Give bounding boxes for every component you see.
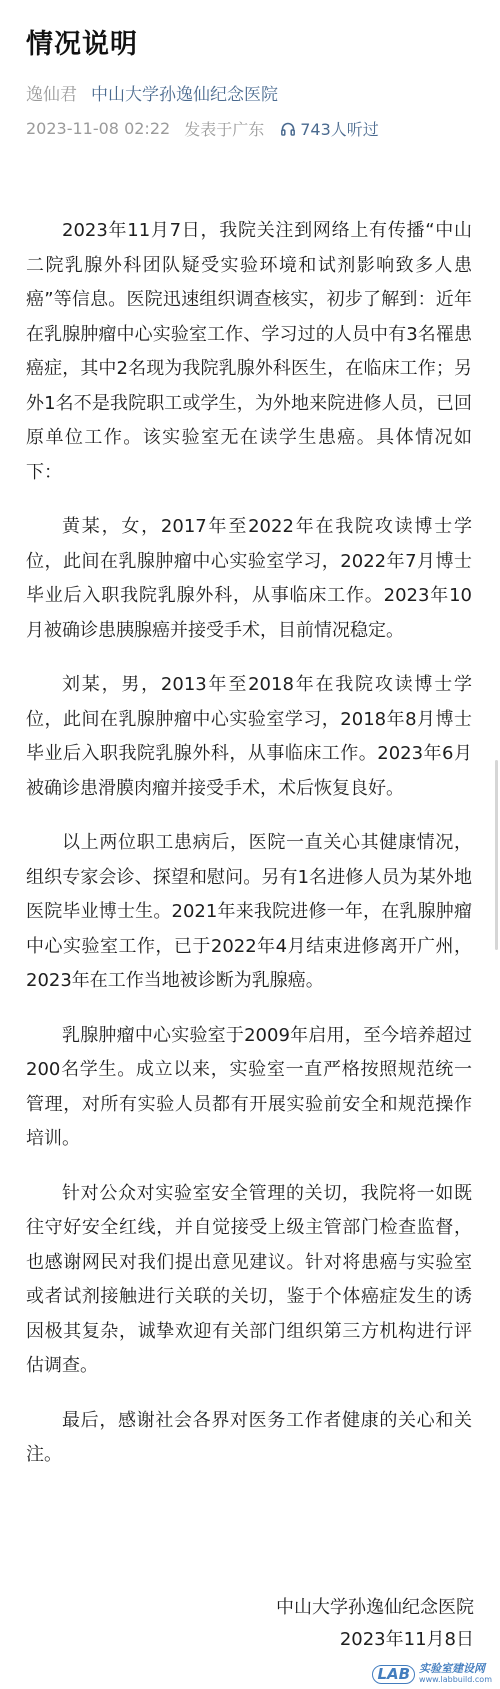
signature-organization: 中山大学孙逸仙纪念医院 [276, 1597, 474, 1618]
publish-datetime: 2023-11-08 02:22 [26, 119, 171, 138]
paragraph: 黄某，女，2017年至2022年在我院攻读博士学位，此间在乳腺肿瘤中心实验室学习，2022年7月博士毕业后入职我院乳腺外科，从事临床工作。2023年10月被确诊患胰腺癌并接受手术，目前情况稳定。 [26, 516, 472, 641]
paragraph: 最后，感谢社会各界对医务工作者健康的关心和关注。 [26, 1409, 472, 1465]
article-meta-date-line [26, 117, 379, 140]
listen-button[interactable] [280, 117, 379, 140]
signature-date: 2023年11月8日 [339, 1629, 474, 1650]
paragraph: 2023年11月7日，我院关注到网络上有传播“中山二院乳腺外科团队疑受实验环境和试剂影响致多人患癌”等信息。医院迅速组织调查核实，初步了解到：近年在乳腺肿瘤中心实验室工作、学习过的人员中有3名罹患癌症，其中2名现为我院乳腺外科医生，在临床工作；另外1名不是我院职工或学生，为外地来院进修人员，已回原单位工作。该实验室无在读学生患癌。具体情况如下： [26, 220, 472, 483]
scrollbar[interactable] [495, 760, 498, 950]
paragraph: 乳腺肿瘤中心实验室于2009年启用，至今培养超过200名学生。成立以来，实验室一直严格按照规范统一管理，对所有实验人员都有开展实验前安全和规范操作培训。 [26, 1024, 472, 1149]
watermark-url: www.labbuild.com [419, 1675, 492, 1684]
paragraph: 针对公众对实验室安全管理的关切，我院将一如既往守好安全红线，并自觉接受上级主管部门检查监督，也感谢网民对我们提出意见建议。针对将患癌与实验室或者试剂接触进行关联的关切，鉴于个体癌症发生的诱因极其复杂，诚挚欢迎有关部门组织第三方机构进行评估调查。 [26, 1182, 472, 1376]
paragraph: 以上两位职工患病后，医院一直关心其健康情况，组织专家会诊、探望和慰问。另有1名进修人员为某外地医院毕业博士生。2021年来我院进修一年，在乳腺肿瘤中心实验室工作，已于2022年4月结束进修离开广州，2023年在工作当地被诊断为乳腺癌。 [26, 832, 472, 991]
watermark-text-block [419, 1663, 492, 1685]
paragraph: 刘某，男，2013年至2018年在我院攻读博士学位，此间在乳腺肿瘤中心实验室学习，2018年8月博士毕业后入职我院乳腺外科，从事临床工作。2023年6月被确诊患滑膜肉瘤并接受手术，术后恢复良好。 [26, 674, 472, 799]
signature-block [276, 1592, 474, 1656]
account-name-link[interactable]: 中山大学孙逸仙纪念医院 [91, 85, 278, 105]
watermark-logo: LAB [372, 1665, 415, 1684]
watermark-site-name: 实验室建设网 [419, 1662, 486, 1675]
author-name: 逸仙君 [26, 85, 77, 105]
article-meta-author-line [26, 80, 278, 105]
article-title: 情况说明 [26, 29, 138, 60]
publish-location: 发表于广东 [184, 120, 265, 139]
listen-count: 743人听过 [300, 120, 379, 139]
article-body [26, 214, 472, 1493]
headphones-icon [280, 121, 296, 137]
watermark [372, 1663, 492, 1685]
